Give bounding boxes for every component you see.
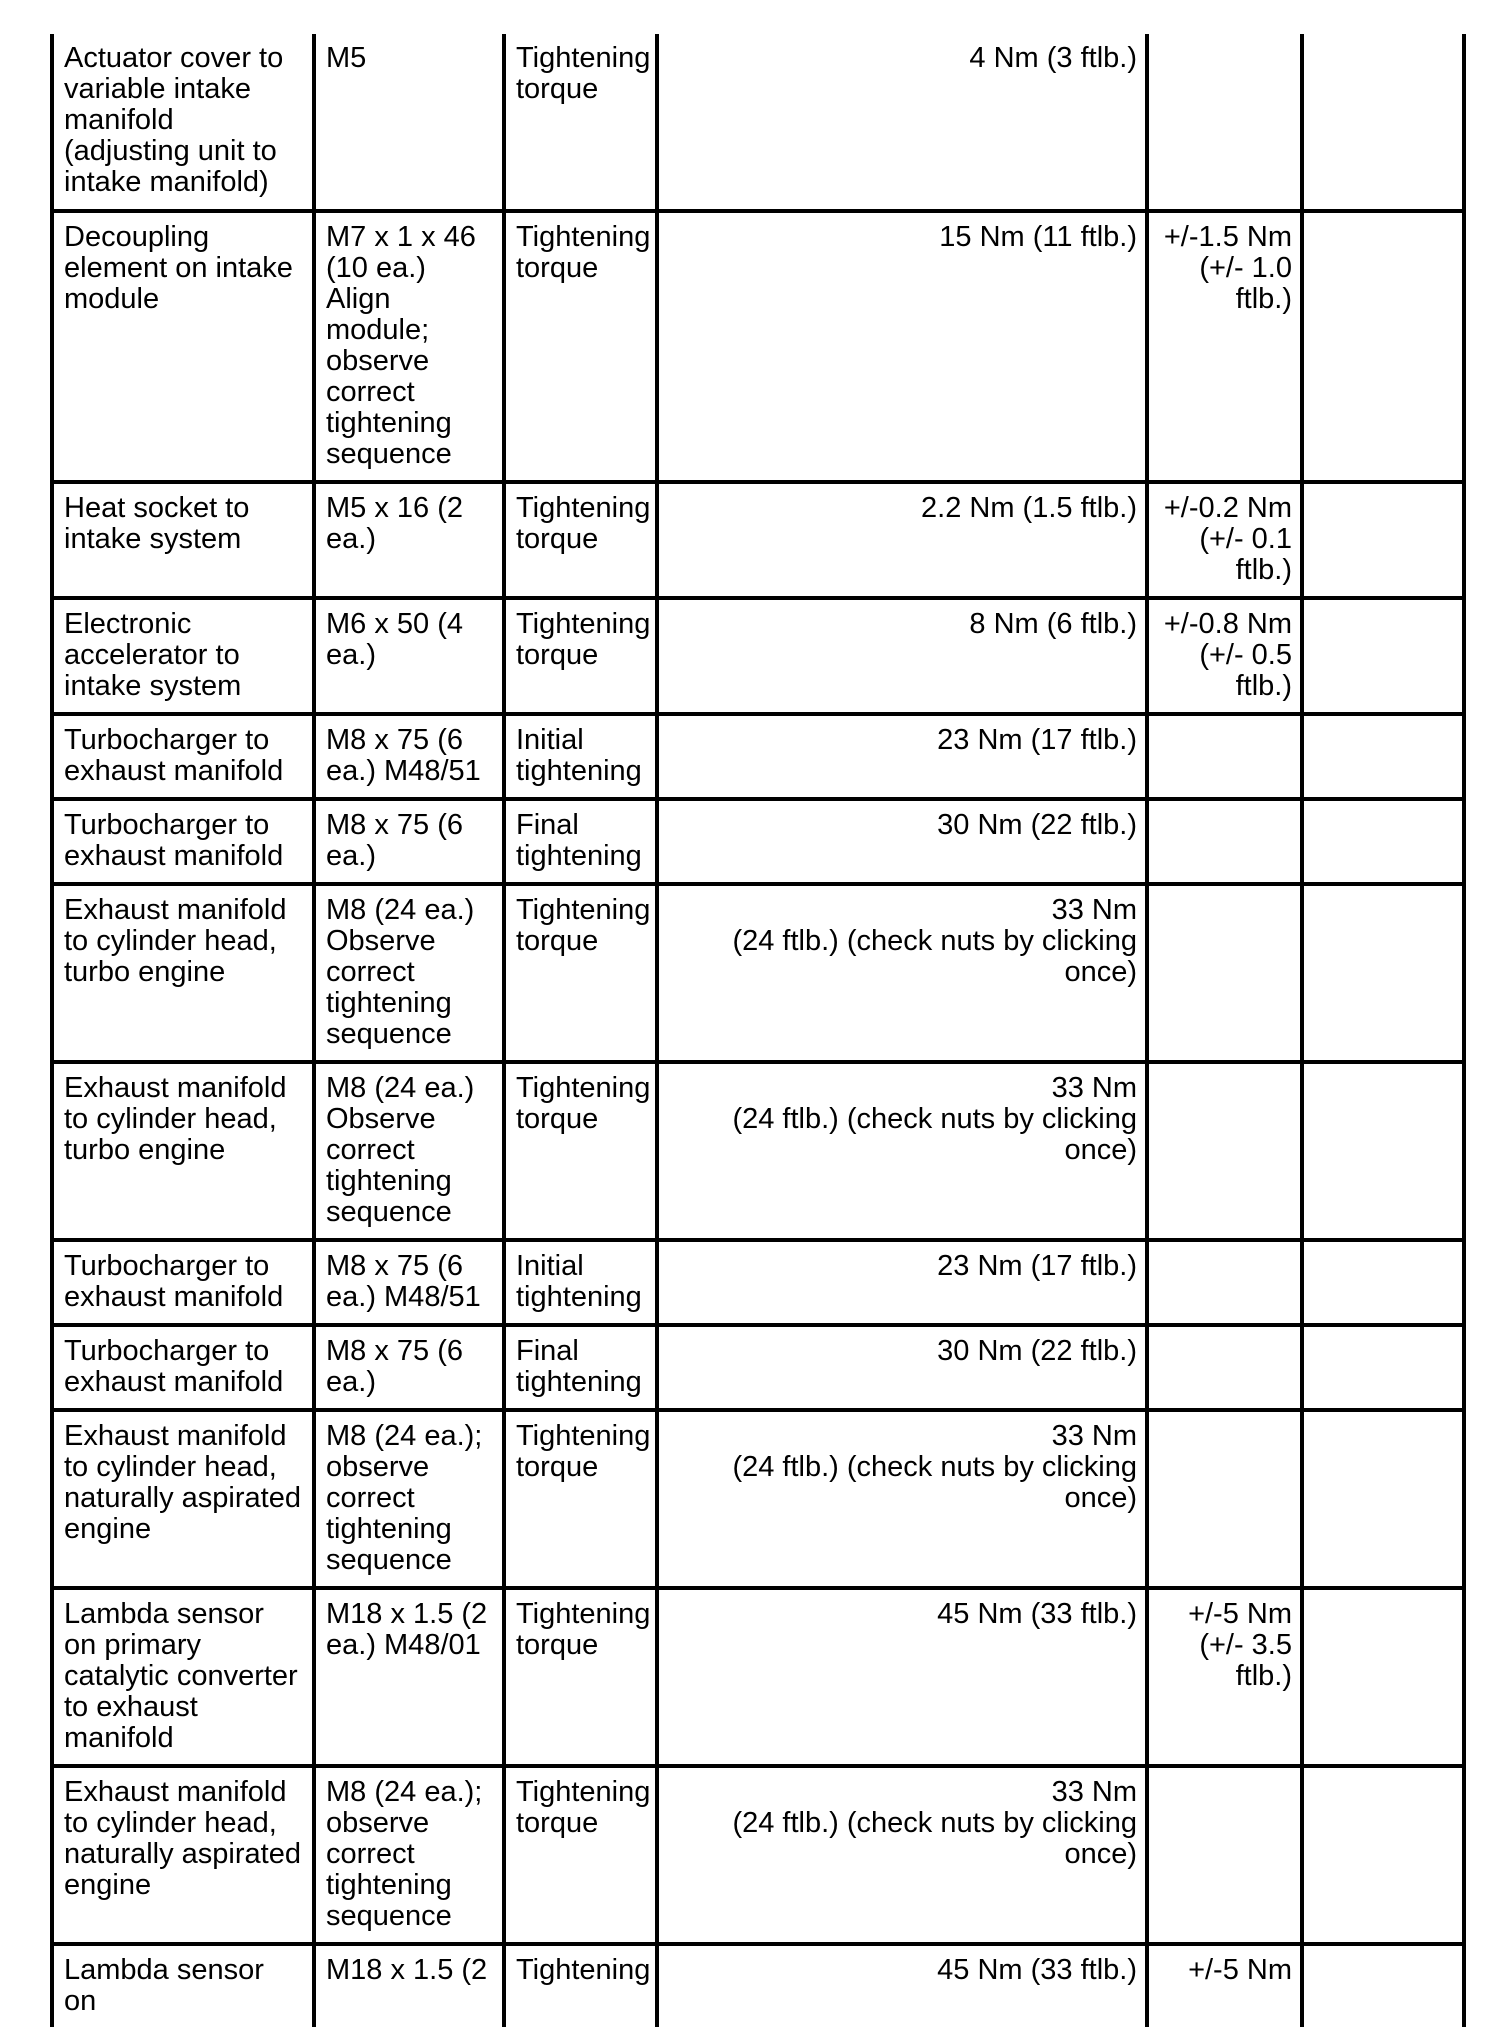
- table-row: [52, 1062, 1464, 1240]
- type-cell: Tightening: [504, 1944, 657, 2027]
- tolerance-cell: +/-5 Nm: [1147, 1944, 1302, 2027]
- component-cell: Lambda sensor on: [52, 1944, 314, 2027]
- type-cell: Tightening torque: [504, 211, 657, 482]
- table-row: [52, 1588, 1464, 1766]
- table-row: [52, 482, 1464, 598]
- thread-cell: M8 (24 ea.) Observe correct tightening sequence: [314, 884, 504, 1062]
- tolerance-cell: +/-5 Nm (+/- 3.5 ftlb.): [1147, 1588, 1302, 1766]
- component-cell: Decoupling element on intake module: [52, 211, 314, 482]
- type-cell: Tightening torque: [504, 1410, 657, 1588]
- table-row: [52, 799, 1464, 884]
- tolerance-cell: [1147, 714, 1302, 799]
- notes-cell: [1302, 1410, 1464, 1588]
- value-cell: 30 Nm (22 ftlb.): [657, 799, 1147, 884]
- value-cell: 33 Nm (24 ftlb.) (check nuts by clicking once): [657, 1062, 1147, 1240]
- torque-spec-table: [50, 34, 1466, 2027]
- tolerance-cell: +/-0.2 Nm (+/- 0.1 ftlb.): [1147, 482, 1302, 598]
- tolerance-cell: +/-0.8 Nm (+/- 0.5 ftlb.): [1147, 598, 1302, 714]
- table-body: [52, 34, 1464, 2027]
- thread-cell: M8 (24 ea.); observe correct tightening sequence: [314, 1410, 504, 1588]
- notes-cell: [1302, 1944, 1464, 2027]
- tolerance-cell: [1147, 1766, 1302, 1944]
- component-cell: Exhaust manifold to cylinder head, turbo engine: [52, 1062, 314, 1240]
- thread-cell: M18 x 1.5 (2: [314, 1944, 504, 2027]
- type-cell: Tightening torque: [504, 1766, 657, 1944]
- thread-cell: M5: [314, 34, 504, 211]
- thread-cell: M8 (24 ea.); observe correct tightening sequence: [314, 1766, 504, 1944]
- type-cell: Final tightening: [504, 799, 657, 884]
- tolerance-cell: [1147, 799, 1302, 884]
- component-cell: Turbocharger to exhaust manifold: [52, 1240, 314, 1325]
- component-cell: Heat socket to intake system: [52, 482, 314, 598]
- notes-cell: [1302, 1325, 1464, 1410]
- tolerance-cell: +/-1.5 Nm (+/- 1.0 ftlb.): [1147, 211, 1302, 482]
- type-cell: Initial tightening: [504, 1240, 657, 1325]
- component-cell: Turbocharger to exhaust manifold: [52, 799, 314, 884]
- table-row: [52, 1325, 1464, 1410]
- component-cell: Exhaust manifold to cylinder head, turbo engine: [52, 884, 314, 1062]
- table-row: [52, 1766, 1464, 1944]
- thread-cell: M7 x 1 x 46 (10 ea.) Align module; observe correct tightening sequence: [314, 211, 504, 482]
- value-cell: 45 Nm (33 ftlb.): [657, 1588, 1147, 1766]
- value-cell: 23 Nm (17 ftlb.): [657, 1240, 1147, 1325]
- value-cell: 33 Nm (24 ftlb.) (check nuts by clicking once): [657, 1766, 1147, 1944]
- value-cell: 45 Nm (33 ftlb.): [657, 1944, 1147, 2027]
- tolerance-cell: [1147, 1410, 1302, 1588]
- notes-cell: [1302, 1766, 1464, 1944]
- component-cell: Turbocharger to exhaust manifold: [52, 714, 314, 799]
- notes-cell: [1302, 34, 1464, 211]
- table-row: [52, 598, 1464, 714]
- notes-cell: [1302, 211, 1464, 482]
- table-row: [52, 714, 1464, 799]
- thread-cell: M18 x 1.5 (2 ea.) M48/01: [314, 1588, 504, 1766]
- value-cell: 30 Nm (22 ftlb.): [657, 1325, 1147, 1410]
- table-row: [52, 1944, 1464, 2027]
- tolerance-cell: [1147, 34, 1302, 211]
- notes-cell: [1302, 598, 1464, 714]
- thread-cell: M8 x 75 (6 ea.) M48/51: [314, 714, 504, 799]
- tolerance-cell: [1147, 884, 1302, 1062]
- notes-cell: [1302, 884, 1464, 1062]
- table-row: [52, 34, 1464, 211]
- component-cell: Exhaust manifold to cylinder head, naturally aspirated engine: [52, 1766, 314, 1944]
- component-cell: Turbocharger to exhaust manifold: [52, 1325, 314, 1410]
- type-cell: Tightening torque: [504, 1588, 657, 1766]
- value-cell: 23 Nm (17 ftlb.): [657, 714, 1147, 799]
- component-cell: Actuator cover to variable intake manifold (adjusting unit to intake manifold): [52, 34, 314, 211]
- component-cell: Electronic accelerator to intake system: [52, 598, 314, 714]
- notes-cell: [1302, 1588, 1464, 1766]
- type-cell: Tightening torque: [504, 482, 657, 598]
- value-cell: 2.2 Nm (1.5 ftlb.): [657, 482, 1147, 598]
- tolerance-cell: [1147, 1240, 1302, 1325]
- value-cell: 33 Nm (24 ftlb.) (check nuts by clicking once): [657, 884, 1147, 1062]
- component-cell: Lambda sensor on primary catalytic converter to exhaust manifold: [52, 1588, 314, 1766]
- notes-cell: [1302, 714, 1464, 799]
- table-row: [52, 1240, 1464, 1325]
- thread-cell: M6 x 50 (4 ea.): [314, 598, 504, 714]
- thread-cell: M8 x 75 (6 ea.): [314, 1325, 504, 1410]
- component-cell: Exhaust manifold to cylinder head, naturally aspirated engine: [52, 1410, 314, 1588]
- table-row: [52, 884, 1464, 1062]
- table-row: [52, 211, 1464, 482]
- notes-cell: [1302, 799, 1464, 884]
- thread-cell: M8 x 75 (6 ea.): [314, 799, 504, 884]
- type-cell: Tightening torque: [504, 1062, 657, 1240]
- type-cell: Initial tightening: [504, 714, 657, 799]
- table-row: [52, 1410, 1464, 1588]
- value-cell: 15 Nm (11 ftlb.): [657, 211, 1147, 482]
- thread-cell: M8 (24 ea.) Observe correct tightening sequence: [314, 1062, 504, 1240]
- value-cell: 4 Nm (3 ftlb.): [657, 34, 1147, 211]
- notes-cell: [1302, 1062, 1464, 1240]
- type-cell: Tightening torque: [504, 884, 657, 1062]
- value-cell: 8 Nm (6 ftlb.): [657, 598, 1147, 714]
- thread-cell: M5 x 16 (2 ea.): [314, 482, 504, 598]
- notes-cell: [1302, 482, 1464, 598]
- notes-cell: [1302, 1240, 1464, 1325]
- type-cell: Tightening torque: [504, 598, 657, 714]
- thread-cell: M8 x 75 (6 ea.) M48/51: [314, 1240, 504, 1325]
- value-cell: 33 Nm (24 ftlb.) (check nuts by clicking once): [657, 1410, 1147, 1588]
- type-cell: Final tightening: [504, 1325, 657, 1410]
- type-cell: Tightening torque: [504, 34, 657, 211]
- tolerance-cell: [1147, 1325, 1302, 1410]
- tolerance-cell: [1147, 1062, 1302, 1240]
